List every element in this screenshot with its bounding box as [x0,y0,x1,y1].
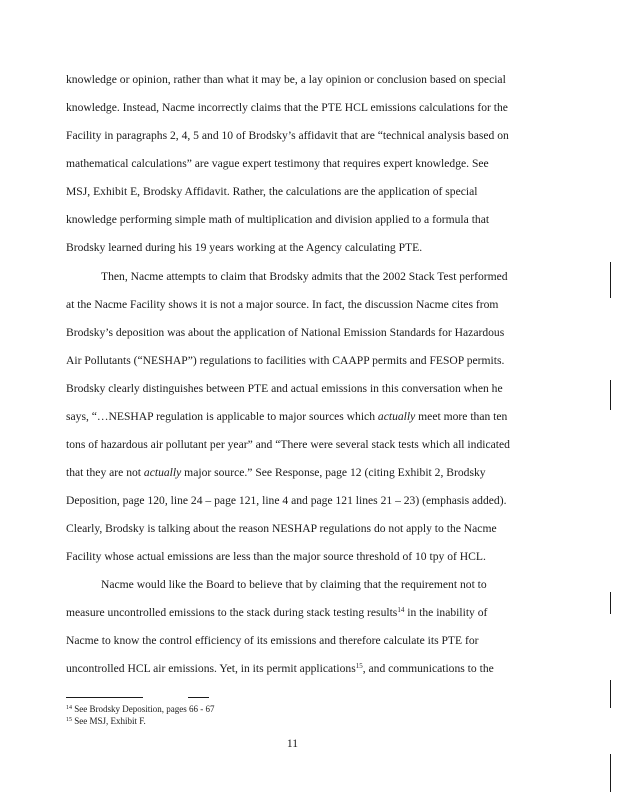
emphasis-text: actually [143,466,182,479]
text-line: Brodsky learned during his 19 years working at the Agency calculating PTE. [66,241,423,254]
text-segment: measure uncontrolled emissions to the stack during stack testing results [66,606,398,619]
text-line [66,606,536,620]
text-segment: major source.” See Response, page 12 (citing Exhibit 2, Brodsky [181,466,486,479]
text-line: mathematical calculations” are vague expert testimony that requires expert knowledge. See [66,157,489,170]
footnote-text: See MSJ, Exhibit F. [72,716,146,726]
text-segment: says, “…NESHAP regulation is applicable to major sources which [66,410,378,423]
text-segment: uncontrolled HCL air emissions. Yet, in its permit applications [66,662,356,675]
footnote-number: 15 [66,717,72,723]
revision-bar [610,754,611,792]
text-segment: that they are not [66,466,144,479]
text-line: tons of hazardous air pollutant per year” and “There were several stack tests which all indicated [66,438,510,451]
text-segment: in the inability of [404,606,488,619]
revision-bar [610,380,611,410]
paragraph-first-line: Nacme would like the Board to believe that by claiming that the requirement not to [101,578,487,591]
text-line: Brodsky clearly distinguishes between PTE and actual emissions in this conversation when he [66,382,503,395]
text-line: knowledge performing simple math of multiplication and division applied to a formula that [66,213,490,226]
footnote-ref: 14 [397,606,405,614]
text-line: Clearly, Brodsky is talking about the reason NESHAP regulations do not apply to the Nacme [66,522,497,535]
text-line: Facility in paragraphs 2, 4, 5 and 10 of Brodsky’s affidavit that are “technical analysis based on [66,129,509,142]
footnote-number: 14 [66,705,72,711]
emphasis-text: actually [377,410,416,423]
footnote-divider [66,697,143,698]
text-line: MSJ, Exhibit E, Brodsky Affidavit. Rather, the calculations are the application of special [66,185,478,198]
text-segment: meet more than ten [415,410,508,423]
revision-bar [610,680,611,708]
text-line: at the Nacme Facility shows it is not a major source. In fact, the discussion Nacme cites from [66,298,499,311]
footnote-ref: 15 [355,662,363,670]
text-line [66,662,536,676]
footnote [66,704,214,715]
footnote-text: See Brodsky Deposition, pages 66 - 67 [72,704,215,714]
text-segment: , and communications to the [362,662,494,675]
footnote-divider-tail [188,697,209,698]
paragraph-first-line: Then, Nacme attempts to claim that Brodsky admits that the 2002 Stack Test performed [101,270,508,283]
text-line: Brodsky’s deposition was about the application of National Emission Standards for Hazardous [66,326,505,339]
page-number: 11 [286,737,299,750]
text-line: Facility whose actual emissions are less than the major source threshold of 10 tpy of HCL. [66,550,486,563]
revision-bar [610,262,611,298]
text-line: Nacme to know the control efficiency of its emissions and therefore calculate its PTE for [66,634,479,647]
text-line: knowledge. Instead, Nacme incorrectly claims that the PTE HCL emissions calculations for the [66,101,508,114]
text-line: Deposition, page 120, line 24 – page 121, line 4 and page 121 lines 21 – 23) (emphasis added). [66,494,507,507]
text-line [66,410,536,424]
text-line: Air Pollutants (“NESHAP”) regulations to facilities with CAAPP permits and FESOP permits. [66,354,505,367]
text-line [66,466,536,480]
revision-bar [610,592,611,614]
footnote [66,716,146,727]
text-line: knowledge or opinion, rather than what it may be, a lay opinion or conclusion based on special [66,73,506,86]
